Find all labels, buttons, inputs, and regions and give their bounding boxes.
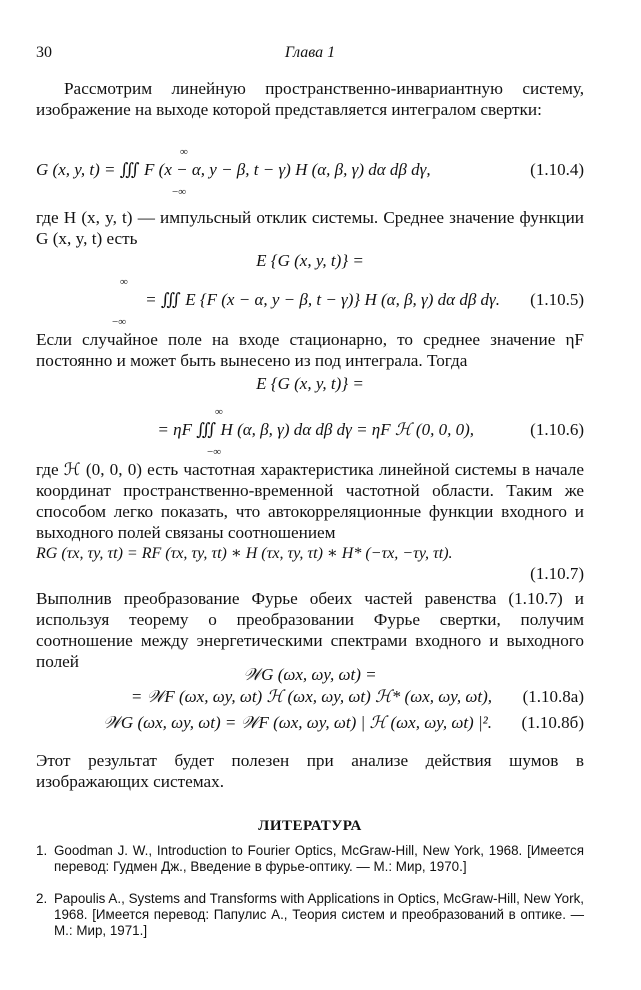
equation-number: (1.10.8б) <box>521 713 584 732</box>
equation-1-10-7 <box>36 542 584 565</box>
equation-body: = ηF ∭ H (α, β, γ) dα dβ dγ = ηF ℋ (0, 0, 0), <box>157 420 474 439</box>
reference-number: 2. <box>36 891 48 906</box>
equation-number: (1.10.7) <box>530 564 584 583</box>
paragraph-conclusion <box>36 750 584 792</box>
reference-text: Papoulis A., Systems and Transforms with Applications in Optics, McGraw-Hill, New York, 1968. [Имеется перевод: Папулис А., Теория систем и преобразований в оптике. — М.: Мир, 1971.] <box>54 891 584 938</box>
paragraph-text: где H (x, y, t) — импульсный отклик системы. Среднее значение функции G (x, y, t) есть <box>36 208 584 248</box>
equation-1-10-7-number <box>36 563 584 585</box>
equation-1-10-5 <box>36 276 584 328</box>
equation-1-10-8a-lhs <box>36 664 584 686</box>
references-heading: ЛИТЕРАТУРА <box>258 818 362 834</box>
paragraph-intro <box>36 78 584 120</box>
integral-upper-limit: ∞ <box>215 406 223 418</box>
equation-body: = ∭ E {F (x − α, y − β, t − γ)} H (α, β, γ) dα dβ dγ. <box>145 290 500 309</box>
page-header <box>36 44 584 64</box>
equation-1-10-8a <box>36 686 584 708</box>
equation-1-10-5-lhs <box>36 250 584 272</box>
paragraph-frequency-response <box>36 459 584 543</box>
paragraph-stationary <box>36 329 584 371</box>
page-number: 30 <box>36 44 52 61</box>
equation-body: E {G (x, y, t)} = <box>256 374 364 393</box>
integral-lower-limit: −∞ <box>207 446 222 458</box>
reference-number: 1. <box>36 843 48 858</box>
paragraph-fourier <box>36 588 584 672</box>
chapter-title: Глава 1 <box>284 44 336 61</box>
equation-body: G (x, y, t) = ∭ F (x − α, y − β, t − γ) H (α, β, γ) dα dβ dγ, <box>36 160 431 179</box>
equation-1-10-8b <box>36 712 584 734</box>
equation-number: (1.10.6) <box>530 420 584 439</box>
paragraph-text: Рассмотрим линейную пространственно-инвариантную систему, изображение на выходе которой представляется интегралом свертки: <box>36 79 584 119</box>
equation-1-10-4 <box>36 146 584 198</box>
paragraph-text: где ℋ (0, 0, 0) есть частотная характеристика линейной системы в начале координат пространственно-временной частотной области. Таким же способом легко показать, что автокорреляционные функции входного и выходного полей связаны соотношением <box>36 460 584 542</box>
reference-item <box>36 843 584 875</box>
paragraph-impulse-response <box>36 207 584 249</box>
paragraph-text: Выполнив преобразование Фурье обеих частей равенства (1.10.7) и используя теорему о преобразовании Фурье свертки, получим соотношение между энергетическими спектрами входного и выходного полей <box>36 589 584 671</box>
paragraph-text: Если случайное поле на входе стационарно, то среднее значение ηF постоянно и может быть вынесено из под интеграла. Тогда <box>36 330 584 370</box>
equation-number: (1.10.4) <box>530 160 584 179</box>
equation-number: (1.10.8а) <box>522 687 584 706</box>
reference-text: Goodman J. W., Introduction to Fourier Optics, McGraw-Hill, New York, 1968. [Имеется перевод: Гудмен Дж., Введение в фурье-оптику. — М.: Мир, 1970.] <box>54 843 584 874</box>
paragraph-text: Этот результат будет полезен при анализе действия шумов в изображающих системах. <box>36 751 584 791</box>
integral-upper-limit: ∞ <box>180 146 188 158</box>
equation-body: 𝒲G (ωx, ωy, ωt) = <box>243 665 377 684</box>
reference-item <box>36 891 584 939</box>
equation-body: RG (τx, τy, τt) = RF (τx, τy, τt) ∗ H (τx, τy, τt) ∗ H* (−τx, −τy, τt). <box>36 545 453 562</box>
equation-1-10-6-lhs <box>36 373 584 395</box>
equation-1-10-6 <box>36 406 584 458</box>
integral-lower-limit: −∞ <box>112 316 127 328</box>
equation-number: (1.10.5) <box>530 290 584 309</box>
equation-body: E {G (x, y, t)} = <box>256 251 364 270</box>
equation-body: = 𝒲F (ωx, ωy, ωt) ℋ (ωx, ωy, ωt) ℋ* (ωx, ωy, ωt), <box>130 687 492 706</box>
integral-upper-limit: ∞ <box>120 276 128 288</box>
equation-body: 𝒲G (ωx, ωy, ωt) = 𝒲F (ωx, ωy, ωt) | ℋ (ωx, ωy, ωt) |². <box>103 713 492 732</box>
integral-lower-limit: −∞ <box>172 186 187 198</box>
